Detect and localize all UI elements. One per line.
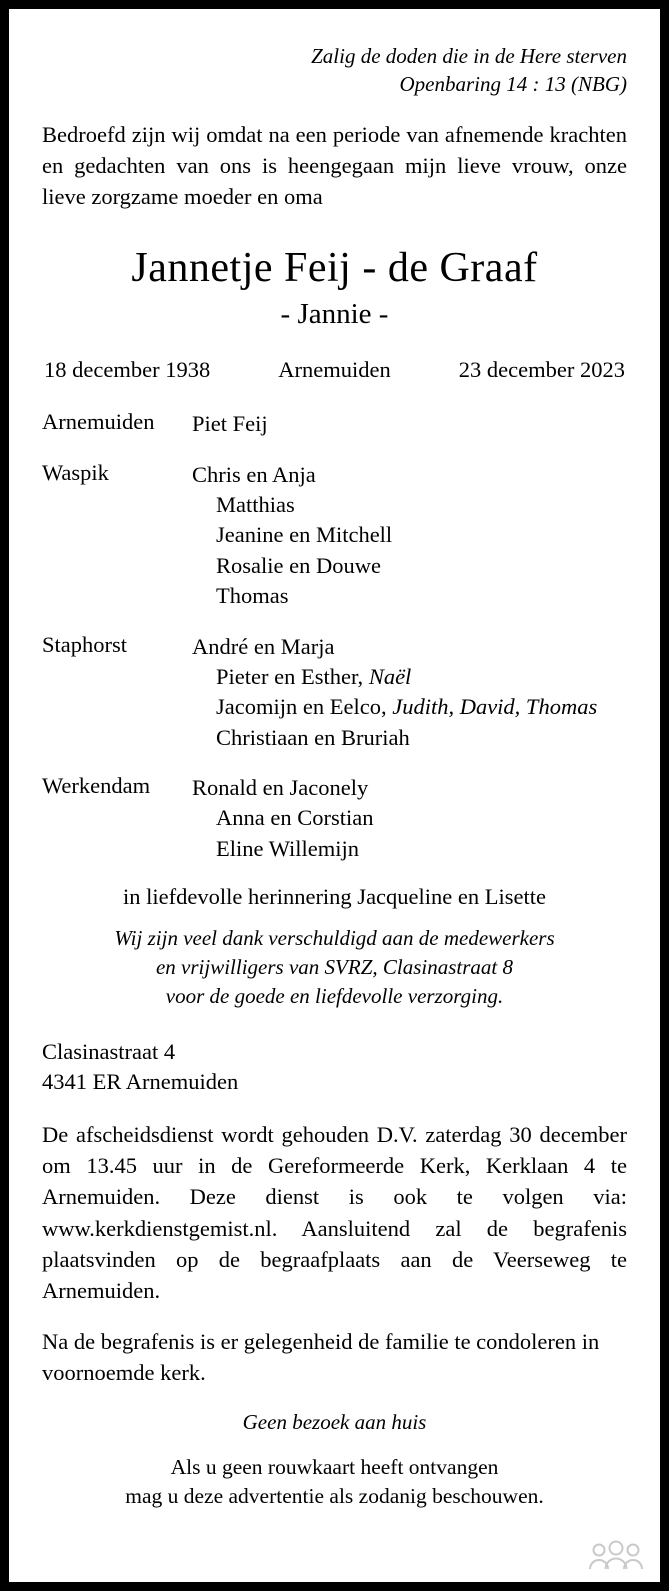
family-name-line [192, 632, 627, 662]
condolence-info: Na de begrafenis is er gelegenheid de familie te condoleren in voornoemde kerk. [42, 1328, 600, 1385]
family-name-text: Jacomijn en Eelco, [216, 694, 387, 720]
family-place: Waspik [42, 459, 109, 485]
thanks-line-1: Wij zijn veel dank verschuldigd aan de medewerkers [114, 926, 555, 951]
service-details: De afscheidsdienst wordt gehouden D.V. zaterdag 30 december om 13.45 uur in de Gereformeerde Kerk, Kerklaan 4 te Arnemuiden. Deze dienst is ook te volgen via: www.kerkdienstgemist.nl. Aansluitend zal de begrafenis plaatsvinden op de begraafplaats aan de Veerseweg te Arnemuiden. [42, 1122, 627, 1303]
family-name-line [192, 490, 627, 520]
address-street: Clasinastraat 4 [42, 1039, 176, 1065]
family-group [42, 632, 627, 754]
family-name-text: Eline Willemijn [216, 835, 360, 861]
closing-note [42, 1453, 627, 1511]
family-name-line [192, 834, 627, 864]
life-dates [42, 357, 627, 383]
bible-verse [42, 43, 627, 98]
family-name-text: Christiaan en Bruriah [216, 724, 410, 750]
family-place: Werkendam [42, 773, 151, 799]
birth-date: 18 december 1938 [44, 357, 211, 383]
death-date: 23 december 2023 [458, 357, 625, 383]
family-name-line [192, 460, 627, 490]
correspondence-address [42, 1037, 627, 1097]
family-names [192, 409, 627, 439]
family-name-text: Piet Feij [192, 411, 268, 437]
family-group-icon [588, 1540, 644, 1570]
family-name-line [192, 581, 627, 611]
family-name-text: Anna en Corstian [216, 805, 374, 831]
thanks-note [42, 924, 627, 1011]
closing-line-2: mag u deze advertentie als zodanig beschouwen. [125, 1483, 544, 1508]
family-name-text: Matthias [216, 492, 295, 518]
closing-line-1: Als u geen rouwkaart heeft ontvangen [170, 1454, 499, 1479]
family-names [192, 632, 627, 754]
family-list [42, 409, 627, 864]
family-name-text: Jeanine en Mitchell [216, 522, 393, 548]
family-place: Arnemuiden [42, 409, 155, 435]
family-name-line [192, 803, 627, 833]
family-name-line [192, 662, 627, 692]
family-group [42, 460, 627, 612]
family-name-line [192, 773, 627, 803]
family-names [192, 773, 627, 864]
family-name-text: Chris en Anja [192, 461, 316, 487]
deceased-nickname: - Jannie - [280, 298, 389, 331]
family-place: Staphorst [42, 631, 128, 657]
family-grandchildren-text: Judith, David, Thomas [386, 694, 598, 720]
thanks-line-3: voor de goede en liefdevolle verzorging. [165, 984, 504, 1009]
obituary-content [9, 9, 660, 1582]
family-name-text: André en Marja [192, 633, 335, 659]
verse-reference: Openbaring 14 : 13 (NBG) [399, 71, 627, 96]
family-name-line [192, 409, 627, 439]
thanks-line-2: en vrijwilligers van SVRZ, Clasinastraat 8 [155, 955, 513, 980]
no-visit-note: Geen bezoek aan huis [242, 1409, 427, 1434]
family-name-text: Pieter en Esther, [216, 663, 364, 689]
family-name-text: Ronald en Jaconely [192, 775, 369, 801]
intro-paragraph: Bedroefd zijn wij omdat na een periode van afnemende krachten en gedachten van ons is heengegaan mijn lieve vrouw, onze lieve zorgzame moeder en oma [42, 122, 627, 209]
family-name-text: Rosalie en Douwe [216, 552, 381, 578]
verse-line-1: Zalig de doden die in de Here sterven [311, 44, 627, 68]
memory-line: in liefdevolle herinnering Jacqueline en Lisette [123, 884, 546, 910]
family-group [42, 409, 627, 439]
family-name-line [192, 692, 627, 722]
family-name-line [192, 723, 627, 753]
family-name-line [192, 551, 627, 581]
deceased-name: Jannetje Feij - de Graaf [131, 245, 538, 292]
family-grandchildren-text: Naël [363, 663, 412, 689]
family-name-line [192, 520, 627, 550]
birth-place: Arnemuiden [278, 357, 391, 383]
address-city: 4341 ER Arnemuiden [42, 1069, 239, 1095]
family-names [192, 460, 627, 612]
family-name-text: Thomas [216, 583, 289, 609]
family-group [42, 773, 627, 864]
